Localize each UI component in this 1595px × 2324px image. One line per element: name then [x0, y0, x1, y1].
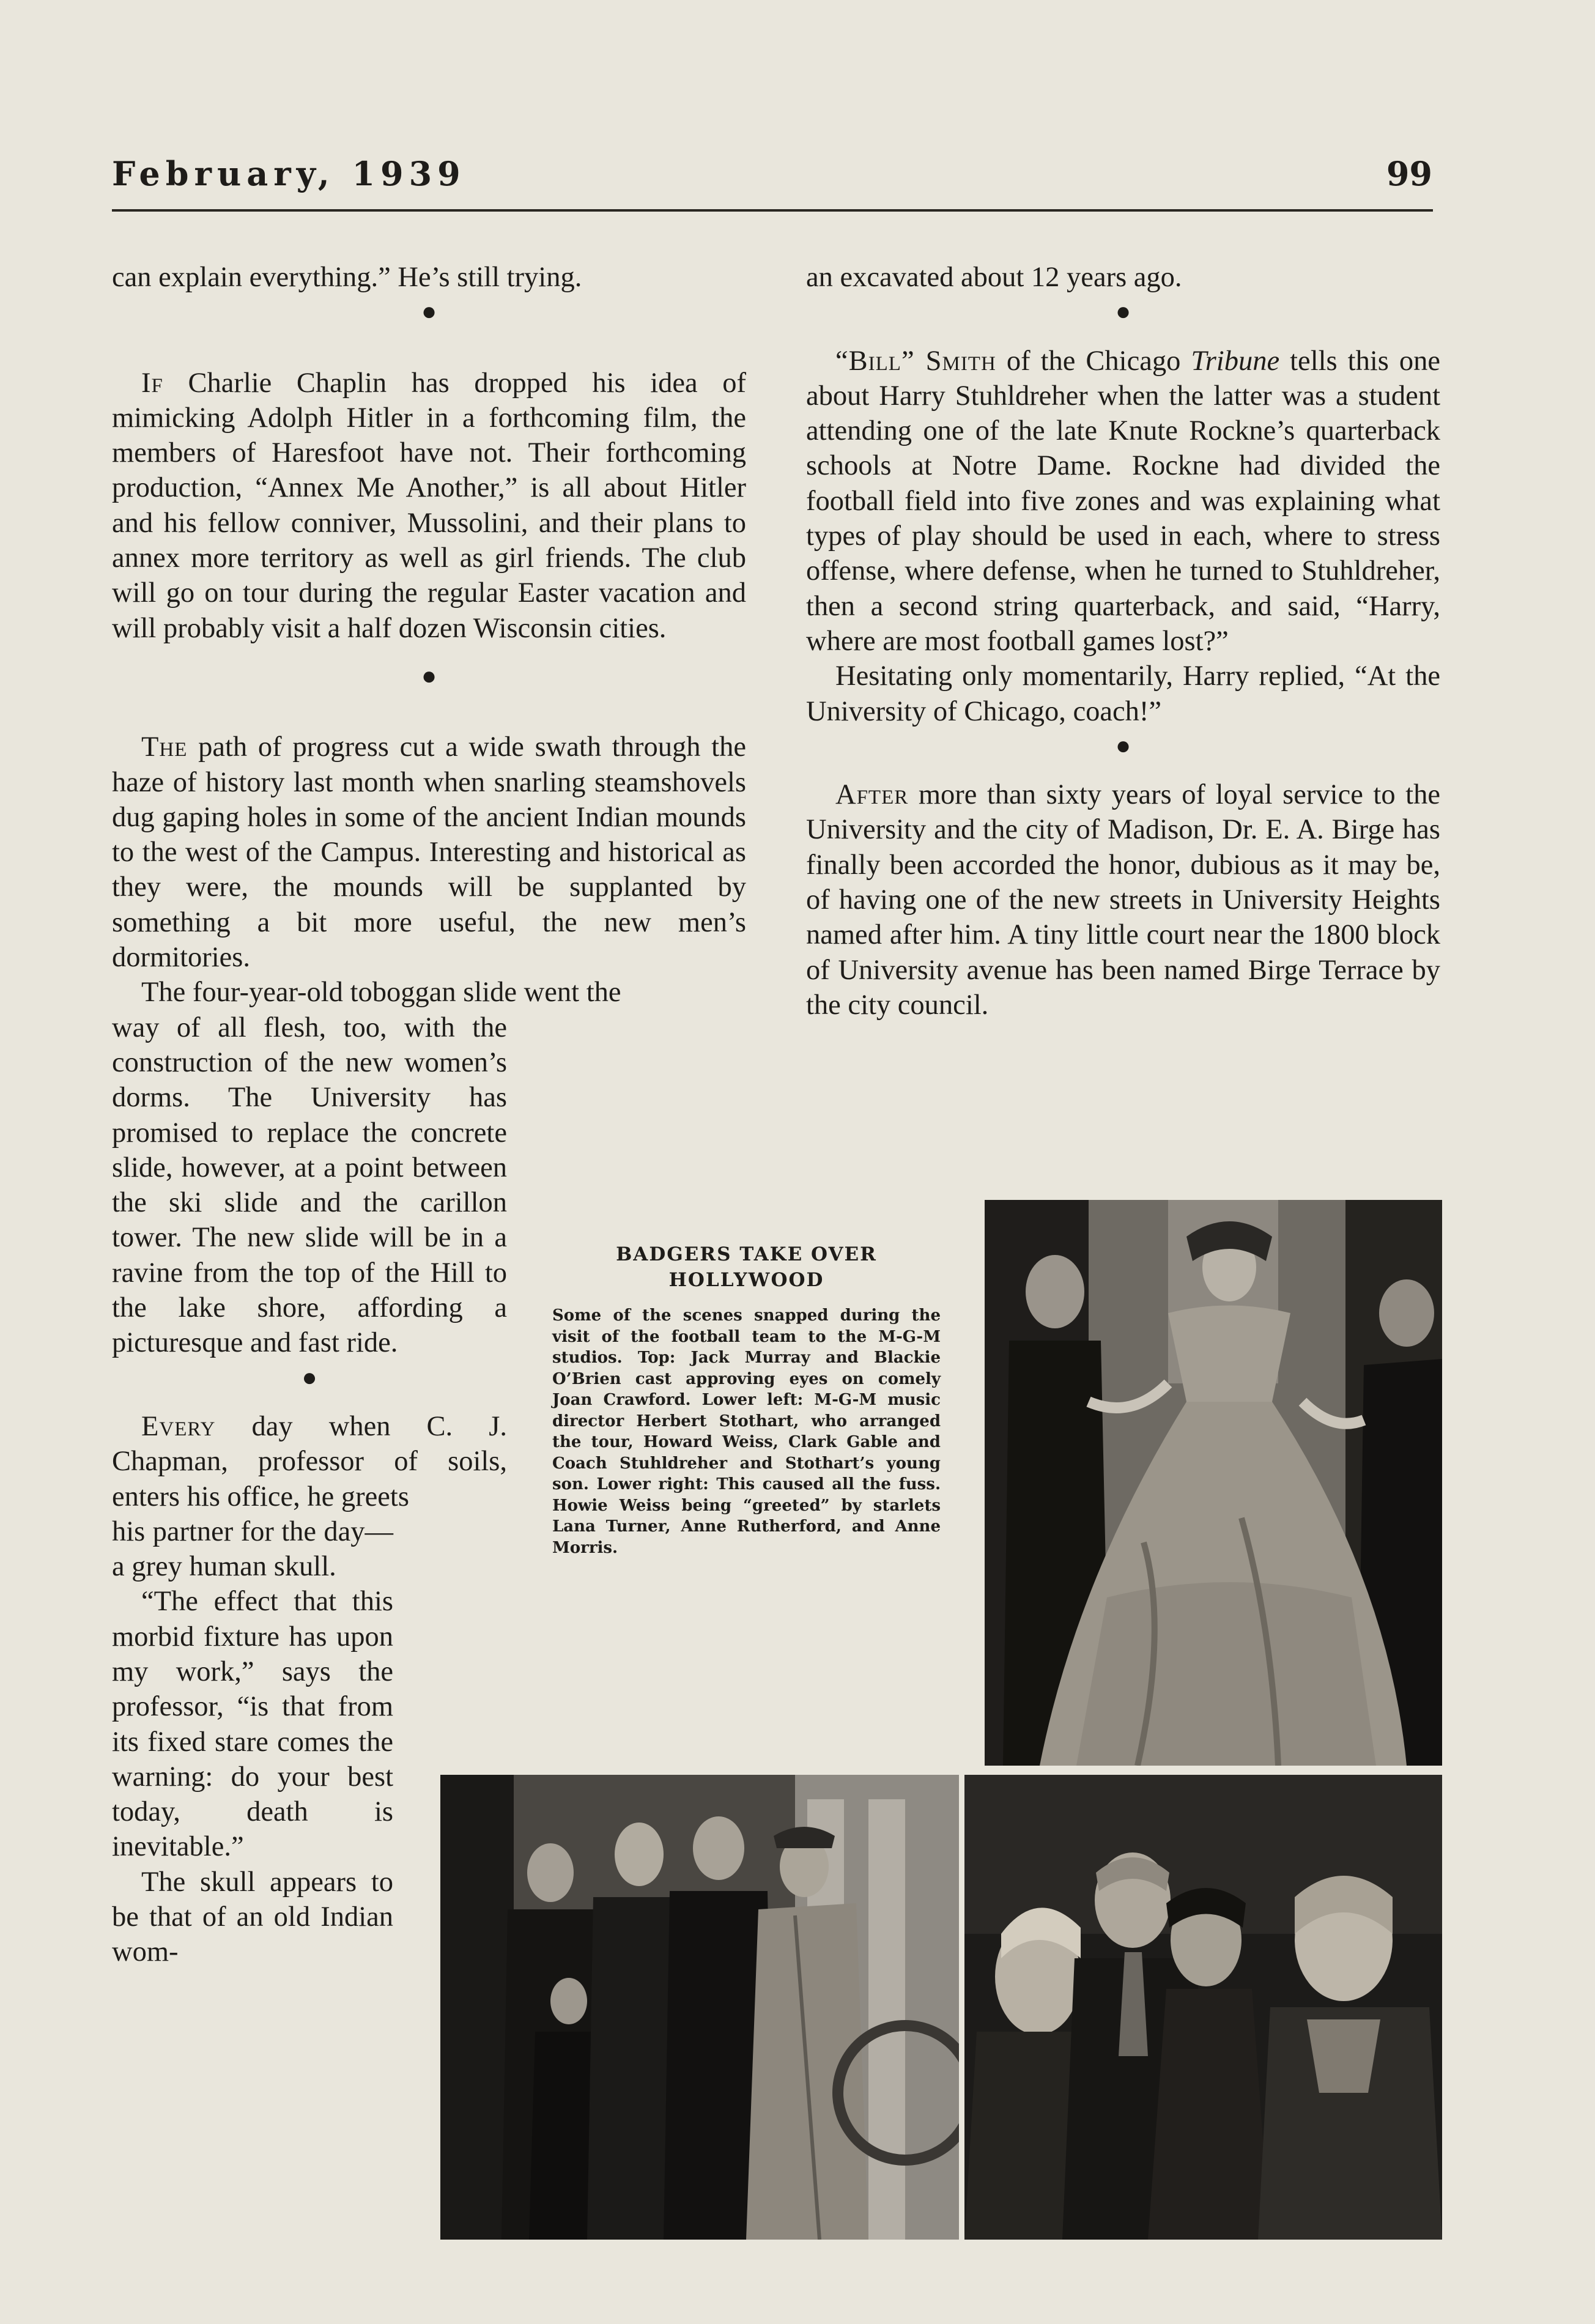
toboggan-paragraph-rest: way of all flesh, too, with the construction of the new women’s dorms. The University has promised to replace the concrete slide, however, at a point between the ski slide and the carillon tower. The new slide will be in a ravine from the top of the Hill to the lake shore, affording a picturesque and fast ride.	[112, 1012, 507, 1359]
lead-word: “Bill” Smith	[835, 345, 996, 377]
paragraph-text: day when C. J. Chapman, professor of soils, enters his office, he greets	[112, 1410, 507, 1512]
section-bullet: ●	[421, 298, 437, 327]
caption-body: Some of the scenes snapped during the visit of the football team to the M-G-M studios. Top: Jack Murray and Blackie O’Brien cast approving eyes on comely Joan Crawford. Lower left: M-G-M music director Herbert Stothart, who arranged the tour, Howard Weiss, Clark Gable and Coach Stuhldreher and Stothart’s young son. Lower right: This caused all the fuss. Howie Weiss being “greeted” by starlets Lana Turner, Anne Rutherford, and Anne Morris.	[552, 1306, 941, 1557]
paragraph-text: more than sixty years of loyal service to the University and the city of Madison, Dr. E. A. Birge has finally been accorded the honor, dubious as it may be, of having one of the new streets in University Heights named after him. A tiny little court near the 1800 block of University avenue has been named Birge Terrace by the city council.	[806, 779, 1440, 1021]
paragraph-text: of the Chicago	[996, 345, 1191, 377]
skull-paragraph-start	[112, 1409, 507, 1514]
section-bullet: ●	[421, 662, 437, 690]
paragraph-text: tells this one about Harry Stuhldreher when the latter was a student attending one of the late Knute Rockne’s quarterback schools at Notre Dame. Rockne had divided the football field into five zones and was explaining what types of play should be used in each, where to stress offense, where defense, when he turned to Stuhldreher, then a second string quarterback, and said, “Harry, where are most football games lost?”	[806, 345, 1440, 657]
continued-paragraph: can explain everything.” He’s still trying.	[112, 262, 582, 293]
issue-date: February, 1939	[112, 154, 466, 193]
skull-origin-paragraph: The skull appears to be that of an old Indian wom-	[112, 1866, 393, 1968]
mounds-paragraph	[112, 730, 746, 975]
caption-title: BADGERS TAKE OVER HOLLYWOOD	[616, 1243, 877, 1291]
toboggan-paragraph-start: The four-year-old toboggan slide went the	[141, 977, 621, 1008]
header-rule	[112, 209, 1433, 212]
paragraph-text: Charlie Chaplin has dropped his idea of mimicking Adolph Hitler in a forthcoming film, the members of Haresfoot have not. Their forthcoming production, “Annex Me Another,” is all about Hitler and his fellow conniver, Mussolini, and their plans to annex more territory as well as girl friends. The club will go on tour during the regular Easter vacation and will probably visit a half dozen Wisconsin cities.	[112, 367, 746, 644]
photo-studio-group	[440, 1775, 959, 2240]
photo-joan-crawford	[985, 1200, 1442, 1766]
rockne-paragraph	[806, 344, 1440, 659]
continued-paragraph: an excavated about 12 years ago.	[806, 262, 1182, 293]
lead-word: After	[835, 779, 909, 811]
photo-caption	[552, 1242, 941, 1558]
photo-starlets-greeting	[964, 1775, 1442, 2240]
lead-word: The	[141, 731, 188, 763]
newspaper-name: Tribune	[1191, 345, 1280, 377]
right-column	[806, 260, 1440, 1023]
reply-paragraph: Hesitating only momentarily, Harry replied, “At the University of Chicago, coach!”	[806, 661, 1440, 727]
professor-quote-paragraph: “The effect that this morbid fixture has upon my work,” says the professor, “is that from its fixed stare comes the warning: do your best today, death is inevitable.”	[112, 1586, 393, 1863]
lead-word: If	[141, 367, 163, 399]
page-number: 99	[1386, 154, 1432, 193]
section-bullet: ●	[1115, 731, 1131, 760]
section-bullet: ●	[1115, 298, 1131, 327]
section-bullet: ●	[302, 1363, 317, 1392]
lead-word: Every	[141, 1410, 216, 1442]
skull-paragraph-rest: his partner for the day—a grey human skull.	[112, 1515, 393, 1583]
left-column	[112, 260, 746, 1970]
haresfoot-paragraph	[112, 366, 746, 646]
paragraph-text: path of progress cut a wide swath through the haze of history last month when snarling steamshovels dug gaping holes in some of the ancient Indian mounds to the west of the Campus. Interesting and historical as they were, the mounds will be supplanted by something a bit more useful, the new men’s dormitories.	[112, 731, 746, 974]
birge-paragraph	[806, 777, 1440, 1023]
